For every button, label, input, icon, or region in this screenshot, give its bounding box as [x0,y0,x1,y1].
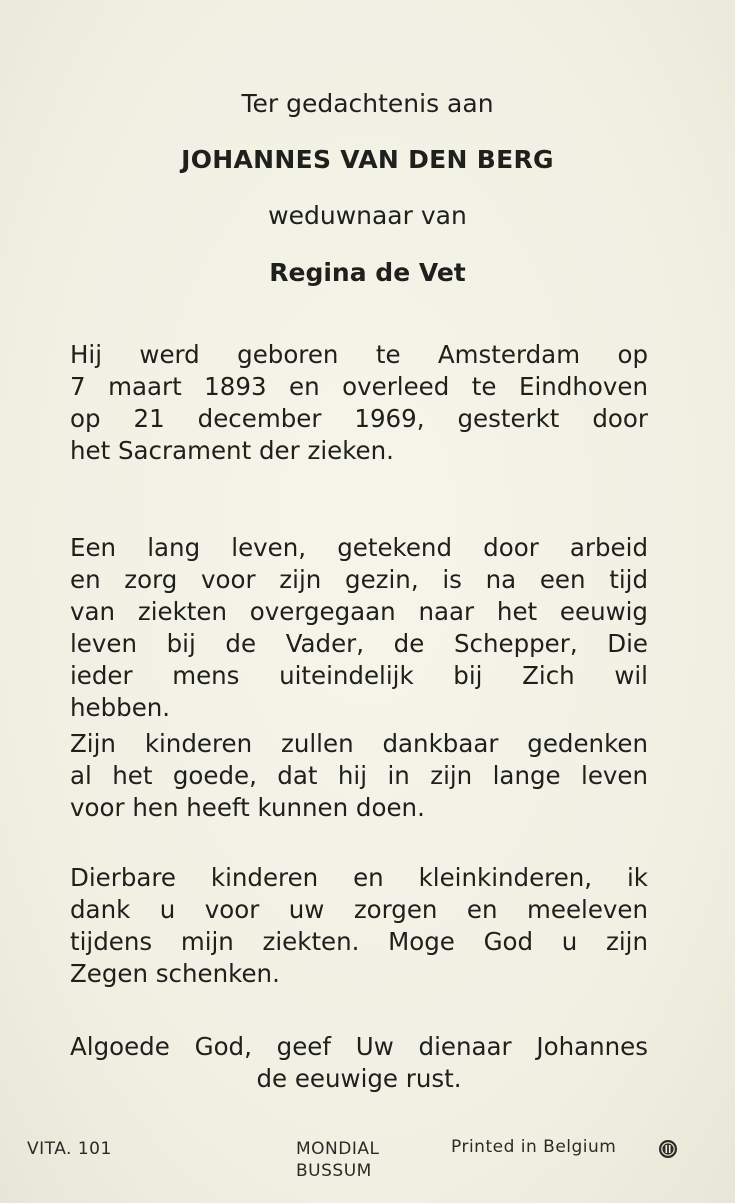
text-line: ieder mens uiteindelijk bij Zich wil [70,661,648,690]
relation-line: weduwnaar van [268,201,467,230]
text-line: Hij werd geboren te Amsterdam op [70,340,648,369]
text-line: leven bij de Vader, de Schepper, Die [70,629,648,658]
paragraph-prayer [70,1031,648,1095]
text-line: hebben. [70,693,171,722]
text-line: en zorg voor zijn gezin, is na een tijd [70,565,648,594]
text-line: op 21 december 1969, gesterkt door [70,404,648,433]
deceased-name: JOHANNES VAN DEN BERG [181,145,554,174]
text-line: Zegen schenken. [70,959,280,988]
text-line: dank u voor uw zorgen en meeleven [70,895,648,924]
text-line: Algoede God, geef Uw dienaar Johannes [70,1032,648,1061]
publisher [296,1138,406,1182]
intro-line: Ter gedachtenis aan [241,89,494,118]
text-line: Een lang leven, getekend door arbeid [70,533,648,562]
paragraph-birth-death [70,339,648,467]
publisher-city: BUSSUM [296,1161,372,1181]
text-line: van ziekten overgegaan naar het eeuwig [70,597,648,626]
spouse-name: Regina de Vet [269,258,466,287]
text-line: Zijn kinderen zullen dankbaar gedenken [70,729,648,758]
publisher-name: MONDIAL [296,1139,380,1159]
text-line: Dierbare kinderen en kleinkinderen, ik [70,863,648,892]
paragraph-life [70,532,648,724]
printed-in: Printed in Belgium [451,1137,617,1157]
text-line: tijdens mijn ziekten. Moge God u zijn [70,927,648,956]
paragraph-children [70,728,648,824]
text-line: 7 maart 1893 en overleed te Eindhoven [70,372,648,401]
text-line: de eeuwige rust. [256,1064,462,1093]
text-line: het Sacrament der zieken. [70,436,394,465]
text-line: al het goede, dat hij in zijn lange leven [70,761,648,790]
paragraph-thanks [70,862,648,990]
text-line: voor hen heeft kunnen doen. [70,793,425,822]
card-code: VITA. 101 [27,1139,112,1159]
printer-mark-icon [658,1139,678,1159]
